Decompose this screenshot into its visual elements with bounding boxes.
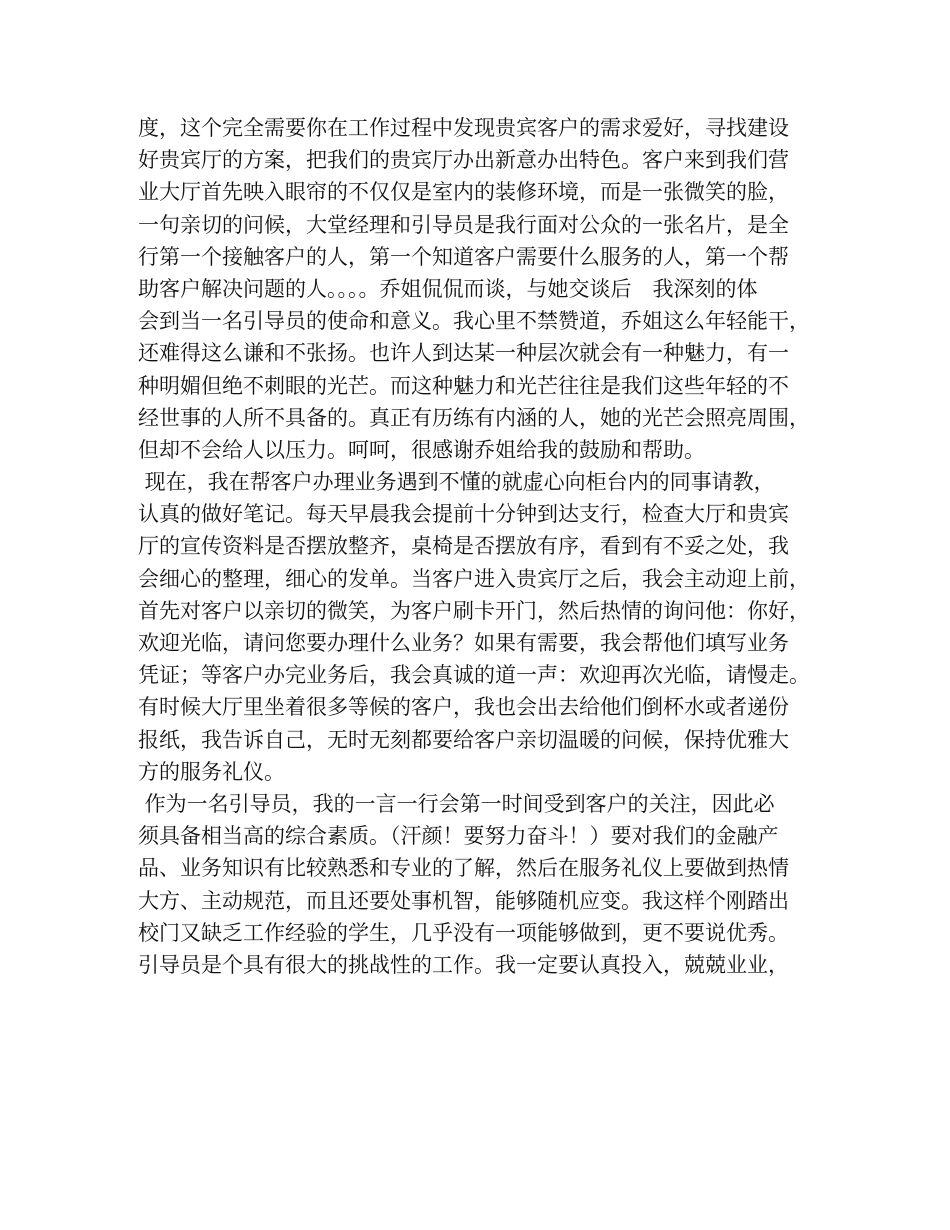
text-line: 现在，我在帮客户办理业务遇到不懂的就虚心向柜台内的同事请教，	[138, 470, 775, 495]
text-line: 凭证；等客户办完业务后，我会真诚的道一声：欢迎再次光临，请慢走。	[138, 663, 810, 688]
body-text	[138, 112, 828, 981]
text-line: 品、业务知识有比较熟悉和专业的了解，然后在服务礼仪上要做到热情	[138, 856, 789, 881]
text-line: 经世事的人所不具备的。真正有历练有内涵的人，她的光芒会照亮周围，	[138, 405, 810, 430]
text-line: 但却不会给人以压力。呵呵，很感谢乔姐给我的鼓励和帮助。	[138, 437, 705, 462]
text-line: 首先对客户以亲切的微笑，为客户刷卡开门，然后热情的询问他：你好，	[138, 598, 810, 623]
text-line: 一句亲切的问候，大堂经理和引导员是我行面对公众的一张名片，是全	[138, 212, 789, 237]
text-line: 大方、主动规范，而且还要处事机智，能够随机应变。我这样个刚踏出	[138, 888, 789, 913]
text-line: 行第一个接触客户的人，第一个知道客户需要什么服务的人，第一个帮	[138, 244, 789, 269]
text-line: 作为一名引导员，我的一言一行会第一时间受到客户的关注，因此必	[138, 791, 775, 816]
text-line: 还难得这么谦和不张扬。也许人到达某一种层次就会有一种魅力，有一	[138, 341, 789, 366]
text-line: 会细心的整理，细心的发单。当客户进入贵宾厅之后，我会主动迎上前，	[138, 566, 810, 591]
text-line: 引导员是个具有很大的挑战性的工作。我一定要认真投入，兢兢业业，	[138, 952, 789, 977]
text-line: 种明媚但绝不刺眼的光芒。而这种魅力和光芒往往是我们这些年轻的不	[138, 373, 789, 398]
text-line: 方的服务礼仪。	[138, 759, 285, 784]
text-line: 好贵宾厅的方案，把我们的贵宾厅办出新意办出特色。客户来到我们营	[138, 148, 789, 173]
text-line: 报纸，我告诉自己，无时无刻都要给客户亲切温暖的问候，保持优雅大	[138, 727, 789, 752]
text-line: 有时候大厅里坐着很多等候的客户，我也会出去给他们倒杯水或者递份	[138, 695, 789, 720]
text-line: 度，这个完全需要你在工作过程中发现贵宾客户的需求爱好，寻找建设	[138, 116, 789, 140]
text-line: 欢迎光临，请问您要办理什么业务？如果有需要，我会帮他们填写业务	[138, 631, 789, 655]
text-line: 助客户解决问题的人。。。。乔姐侃侃而谈，与她交谈后 我深刻的体	[138, 276, 758, 301]
text-line: 认真的做好笔记。每天早晨我会提前十分钟到达支行，检查大厅和贵宾	[138, 502, 789, 527]
text-line: 须具备相当高的综合素质。（汗颜！要努力奋斗！）要对我们的金融产	[138, 824, 779, 849]
text-line: 厅的宣传资料是否摆放整齐，桌椅是否摆放有序，看到有不妥之处，我	[138, 534, 789, 559]
text-line: 校门又缺乏工作经验的学生，几乎没有一项能够做到，更不要说优秀。	[138, 920, 789, 945]
text-line: 业大厅首先映入眼帘的不仅仅是室内的装修环境，而是一张微笑的脸，	[138, 180, 789, 205]
text-line: 会到当一名引导员的使命和意义。我心里不禁赞道，乔姐这么年轻能干，	[138, 309, 810, 334]
